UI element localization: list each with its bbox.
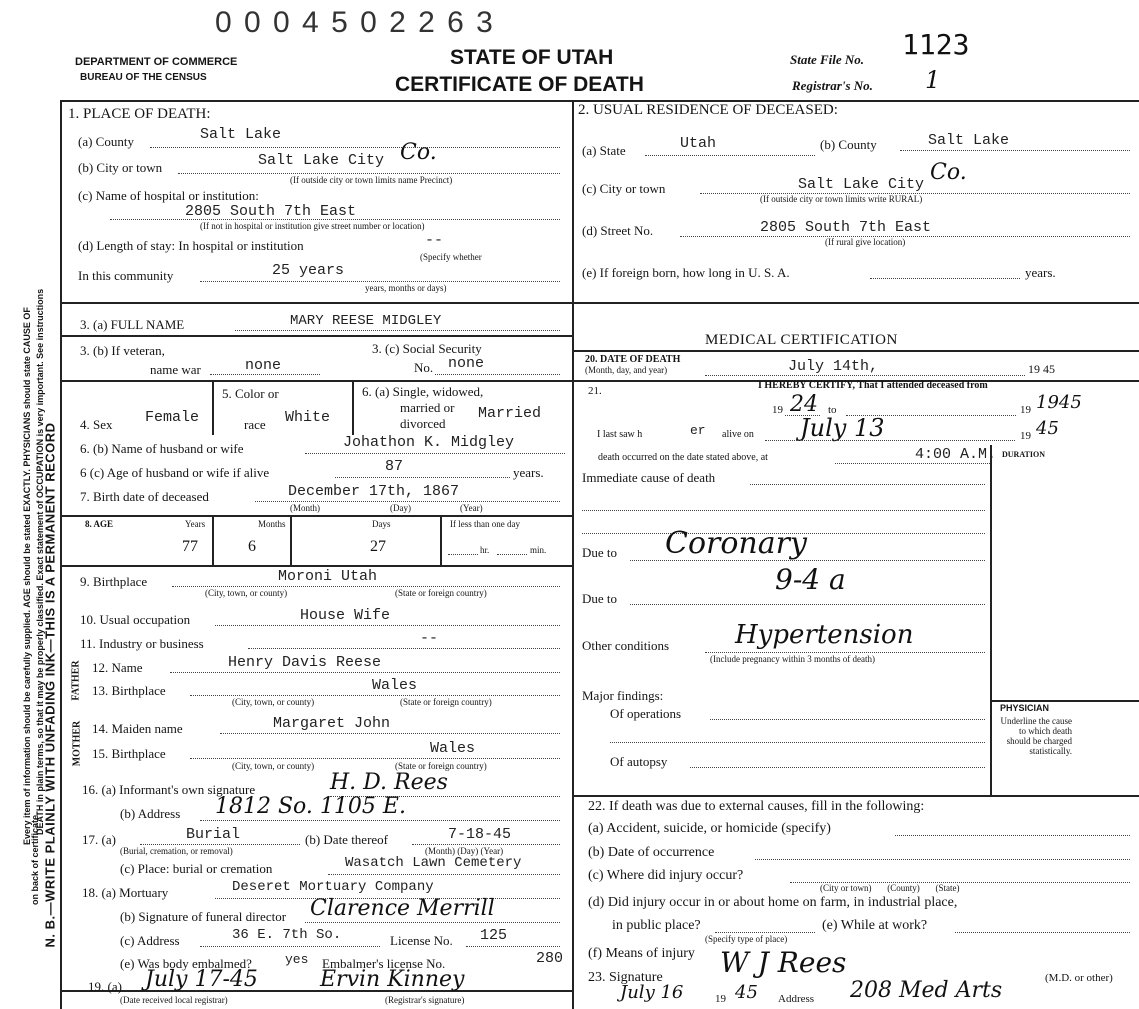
- external-c-note: (City or town) (County) (State): [820, 883, 960, 893]
- industry-label: 11. Industry or business: [80, 636, 204, 651]
- serial-number: 0 0 0 4 5 0 2 2 6 3: [215, 6, 495, 39]
- state-file-number: 1123: [902, 28, 970, 61]
- other-conditions-note: (Include pregnancy within 3 months of death): [710, 654, 875, 664]
- spouse-age-label: 6 (c) Age of husband or wife if alive: [80, 465, 270, 480]
- birth-date-value: December 17th, 1867: [288, 483, 460, 500]
- registrar-note-1: (Date received local registrar): [120, 995, 228, 1005]
- external-f: (f) Means of injury: [588, 946, 695, 961]
- race-value: White: [285, 409, 331, 426]
- external-d2: in public place?: [612, 918, 701, 933]
- mother-label: MOTHER: [71, 720, 83, 767]
- birth-month-note: (Month): [290, 503, 320, 513]
- cause-coronary: Coronary: [665, 526, 807, 561]
- burial-date-label: (b) Date thereof: [305, 832, 389, 847]
- mortuary-value: Deseret Mortuary Company: [232, 879, 434, 895]
- cert-from-value: 24: [790, 392, 818, 417]
- last-saw-19: 19: [1020, 430, 1031, 442]
- birthplace-value: Moroni Utah: [278, 568, 378, 585]
- doctor-signature: W J Rees: [720, 946, 847, 979]
- registrar-number: 1: [925, 66, 941, 94]
- father-name-label: 12. Name: [92, 660, 143, 675]
- s1-community-label: In this community: [78, 268, 174, 283]
- of-autopsy-label: Of autopsy: [610, 754, 668, 769]
- s1-specify-note: (Specify whether: [420, 252, 482, 262]
- s1-community-note: years, months or days): [365, 283, 447, 293]
- mortuary-address-value: 36 E. 7th So.: [232, 927, 342, 943]
- marital-label-3: divorced: [400, 416, 446, 431]
- funeral-director-signature: Clarence Merrill: [310, 896, 495, 921]
- license-label: License No.: [390, 933, 453, 948]
- registrar-note-2: (Registrar's signature): [385, 995, 465, 1005]
- sex-label: 4. Sex: [80, 417, 113, 432]
- industry-value: --: [420, 630, 439, 647]
- cert-to-19: 19: [1020, 404, 1031, 416]
- registrar-date: July 17-45: [145, 967, 258, 992]
- alive-on-label: alive on: [722, 429, 754, 440]
- funeral-director-label: (b) Signature of funeral director: [120, 909, 287, 924]
- burial-place-value: Wasatch Lawn Cemetery: [345, 855, 522, 871]
- immediate-cause-label: Immediate cause of death: [582, 470, 716, 485]
- physician-text: Underline the cause to which death should be charged statistically.: [1000, 716, 1072, 756]
- of-operations-label: Of operations: [610, 706, 682, 721]
- due-to-label-1: Due to: [582, 545, 618, 560]
- external-heading: 22. If death was due to external causes, fill in the following:: [588, 799, 925, 814]
- age-months-value: 6: [248, 538, 256, 555]
- bureau-label: BUREAU OF THE CENSUS: [80, 72, 207, 83]
- s2-heading: 2. USUAL RESIDENCE OF DECEASED:: [578, 102, 838, 118]
- s2-street-value: 2805 South 7th East: [760, 219, 932, 236]
- date-of-death-year: 19 45: [1028, 362, 1055, 376]
- birthplace-label: 9. Birthplace: [80, 574, 148, 589]
- father-note-2: (State or foreign country): [400, 697, 492, 707]
- signature-year: 45: [735, 982, 758, 1003]
- father-birthplace-label: 13. Birthplace: [92, 683, 166, 698]
- mother-birthplace-value: Wales: [430, 740, 476, 757]
- external-e: (e) While at work?: [822, 918, 928, 933]
- burial-date-value: 7-18-45: [448, 826, 512, 843]
- age-label: 8. AGE: [85, 519, 114, 529]
- last-saw-label: I last saw h: [597, 429, 643, 440]
- registrar-label: Registrar's No.: [792, 78, 873, 93]
- birthplace-note-1: (City, town, or county): [205, 588, 288, 598]
- external-c: (c) Where did injury occur?: [588, 868, 744, 883]
- doctor-address: 208 Med Arts: [850, 978, 1003, 1003]
- war-label: name war: [150, 362, 201, 377]
- father-birthplace-value: Wales: [372, 677, 418, 694]
- informant-signature: H. D. Rees: [330, 770, 448, 795]
- birth-day-note: (Day): [390, 503, 411, 513]
- war-value: none: [245, 357, 282, 374]
- department-label: DEPARTMENT OF COMMERCE: [75, 56, 238, 68]
- spouse-age-value: 87: [385, 458, 404, 475]
- s2-city-value: Salt Lake City: [798, 176, 925, 193]
- age-min: min.: [530, 545, 547, 555]
- sex-value: Female: [145, 409, 200, 426]
- death-occurred-label: death occurred on the date stated above, at: [598, 452, 768, 463]
- name-label: 3. (a) FULL NAME: [80, 317, 185, 332]
- s1-stay-value: --: [425, 232, 444, 249]
- md-label: (M.D. or other): [1045, 972, 1113, 984]
- registrar-date-label: 19. (a): [88, 979, 122, 994]
- informant-address-label: (b) Address: [120, 806, 181, 821]
- signature-label: 23. Signature: [588, 970, 663, 985]
- date-of-death-label: 20. DATE OF DEATH: [585, 354, 681, 365]
- age-days-value: 27: [370, 538, 386, 555]
- cert-text: I HEREBY CERTIFY, That I attended deceased from: [758, 380, 988, 391]
- cert-number: 21.: [588, 385, 602, 397]
- address-label: Address: [778, 993, 815, 1005]
- age-days-head: Days: [372, 519, 391, 529]
- last-saw-year: 45: [1036, 418, 1059, 439]
- s2-state-value: Utah: [680, 135, 717, 152]
- signature-date: July 16: [620, 982, 684, 1003]
- age-months-head: Months: [258, 519, 286, 529]
- marital-label-1: 6. (a) Single, widowed,: [362, 384, 484, 399]
- ss-no-label: No.: [414, 360, 434, 375]
- spouse-value: Johathon K. Midgley: [343, 434, 515, 451]
- father-note-1: (City, town, or county): [232, 697, 315, 707]
- s2-street-label: (d) Street No.: [582, 223, 654, 238]
- mother-note-2: (State or foreign country): [395, 761, 487, 771]
- s2-state-label: (a) State: [582, 143, 626, 158]
- s1-heading: 1. PLACE OF DEATH:: [68, 106, 211, 122]
- embalmed-label: (e) Was body embalmed?: [120, 956, 252, 971]
- occupation-value: House Wife: [300, 607, 391, 624]
- s2-city-handwritten: Co.: [930, 160, 967, 185]
- s1-county-label: (a) County: [78, 134, 134, 149]
- father-label: FATHER: [70, 660, 82, 701]
- duration-label: DURATION: [1002, 450, 1045, 459]
- certificate-title: CERTIFICATE OF DEATH: [395, 73, 644, 96]
- s1-community-value: 25 years: [272, 262, 345, 279]
- informant-label: 16. (a) Informant's own signature: [82, 782, 256, 797]
- mother-name-label: 14. Maiden name: [92, 721, 183, 736]
- license-value: 125: [480, 927, 508, 944]
- side-instruction: N. B.—WRITE PLAINLY WITH UNFADING INK—THIS IS A PERMANENT RECORD: [42, 422, 58, 948]
- s1-city-note: (If outside city or town limits name Precinct): [290, 175, 453, 185]
- date-of-death-value: July 14th,: [788, 358, 879, 375]
- birth-date-label: 7. Birth date of deceased: [80, 489, 209, 504]
- mother-birthplace-label: 15. Birthplace: [92, 746, 166, 761]
- ss-value: none: [448, 355, 485, 372]
- ss-label: 3. (c) Social Security: [372, 341, 482, 356]
- s1-hospital-note: (If not in hospital or institution give street number or location): [200, 221, 425, 231]
- name-value: MARY REESE MIDGLEY: [290, 313, 442, 329]
- s1-city-handwritten: Co.: [400, 140, 437, 165]
- birthplace-note-2: (State or foreign country): [395, 588, 487, 598]
- age-years-value: 77: [182, 538, 198, 555]
- informant-address: 1812 So. 1105 E.: [215, 794, 406, 819]
- state-file-label: State File No.: [790, 52, 865, 67]
- age-lt-head: If less than one day: [450, 519, 520, 529]
- race-label: race: [244, 417, 266, 432]
- last-saw-date: July 13: [800, 414, 885, 442]
- external-a: (a) Accident, suicide, or homicide (specify): [588, 821, 831, 836]
- side-fine-print-1: Every item of information should be carefully supplied. AGE should be stated EXACTLY. PHYSICIANS should state CAUSE OF: [22, 307, 32, 845]
- embalmer-license-label: Embalmer's license No.: [322, 956, 446, 971]
- burial-place-label: (c) Place: burial or cremation: [120, 861, 273, 876]
- other-conditions-value: Hypertension: [735, 620, 914, 650]
- burial-note: (Burial, cremation, or removal): [120, 846, 233, 856]
- burial-date-note: (Month) (Day) (Year): [425, 846, 504, 856]
- medical-heading: MEDICAL CERTIFICATION: [705, 332, 898, 348]
- marital-value: Married: [478, 405, 542, 422]
- physician-title: PHYSICIAN: [1000, 703, 1050, 713]
- cert-to-year: 1945: [1036, 392, 1082, 413]
- external-b: (b) Date of occurrence: [588, 845, 715, 860]
- spouse-age-years: years.: [513, 465, 544, 480]
- s2-county-label: (b) County: [820, 137, 877, 152]
- s2-city-label: (c) City or town: [582, 181, 666, 196]
- mortuary-label: 18. (a) Mortuary: [82, 885, 169, 900]
- s2-street-note: (If rural give location): [825, 237, 906, 247]
- death-time: 4:00 A.M.: [915, 446, 997, 463]
- other-conditions-label: Other conditions: [582, 638, 670, 653]
- father-name-value: Henry Davis Reese: [228, 654, 382, 671]
- mother-name-value: Margaret John: [273, 715, 391, 732]
- s1-hospital-value: 2805 South 7th East: [185, 203, 357, 220]
- embalmer-license-value: 280: [536, 950, 564, 967]
- s1-city-value: Salt Lake City: [258, 152, 385, 169]
- marital-label-2: married or: [400, 400, 455, 415]
- s2-city-note: (If outside city or town limits write RURAL): [760, 194, 923, 204]
- mother-note-1: (City, town, or county): [232, 761, 315, 771]
- s2-years-label: years.: [1025, 265, 1056, 280]
- date-of-death-note: (Month, day, and year): [585, 365, 668, 375]
- color-label: 5. Color or: [222, 386, 279, 401]
- spouse-label: 6. (b) Name of husband or wife: [80, 441, 244, 456]
- birth-year-note: (Year): [460, 503, 483, 513]
- cert-from-19: 19: [772, 404, 783, 416]
- burial-value: Burial: [186, 826, 241, 843]
- veteran-label: 3. (b) If veteran,: [80, 343, 165, 358]
- last-saw-her: er: [690, 423, 706, 438]
- registrar-signature: Ervin Kinney: [320, 967, 465, 992]
- burial-label: 17. (a): [82, 832, 116, 847]
- s2-foreign-label: (e) If foreign born, how long in U. S. A.: [582, 265, 790, 280]
- occupation-label: 10. Usual occupation: [80, 612, 191, 627]
- cert-to: to: [828, 404, 837, 416]
- side-fine-print-3: on back of certificate.: [30, 812, 40, 905]
- signature-19: 19: [715, 993, 726, 1005]
- s1-city-label: (b) City or town: [78, 160, 163, 175]
- cause-secondary: 9-4 a: [775, 563, 846, 596]
- state-title: STATE OF UTAH: [450, 46, 614, 69]
- external-e-note: (Specify type of place): [705, 934, 788, 944]
- s1-county-value: Salt Lake: [200, 126, 282, 143]
- s2-county-value: Salt Lake: [928, 132, 1010, 149]
- s1-hospital-label: (c) Name of hospital or institution:: [78, 188, 259, 203]
- side-fine-print-2: DEATH in plain terms, so that it may be properly classified. Exact statement of OCCUPATION is very important. See instructions: [35, 288, 45, 835]
- mortuary-address-label: (c) Address: [120, 933, 180, 948]
- due-to-label-2: Due to: [582, 591, 618, 606]
- age-years-head: Years: [185, 519, 206, 529]
- external-d: (d) Did injury occur in or about home on farm, in industrial place,: [588, 895, 958, 910]
- major-findings-label: Major findings:: [582, 688, 664, 703]
- embalmed-value: yes: [285, 952, 309, 967]
- s1-stay-label: (d) Length of stay: In hospital or institution: [78, 238, 304, 253]
- age-hr: hr.: [480, 545, 490, 555]
